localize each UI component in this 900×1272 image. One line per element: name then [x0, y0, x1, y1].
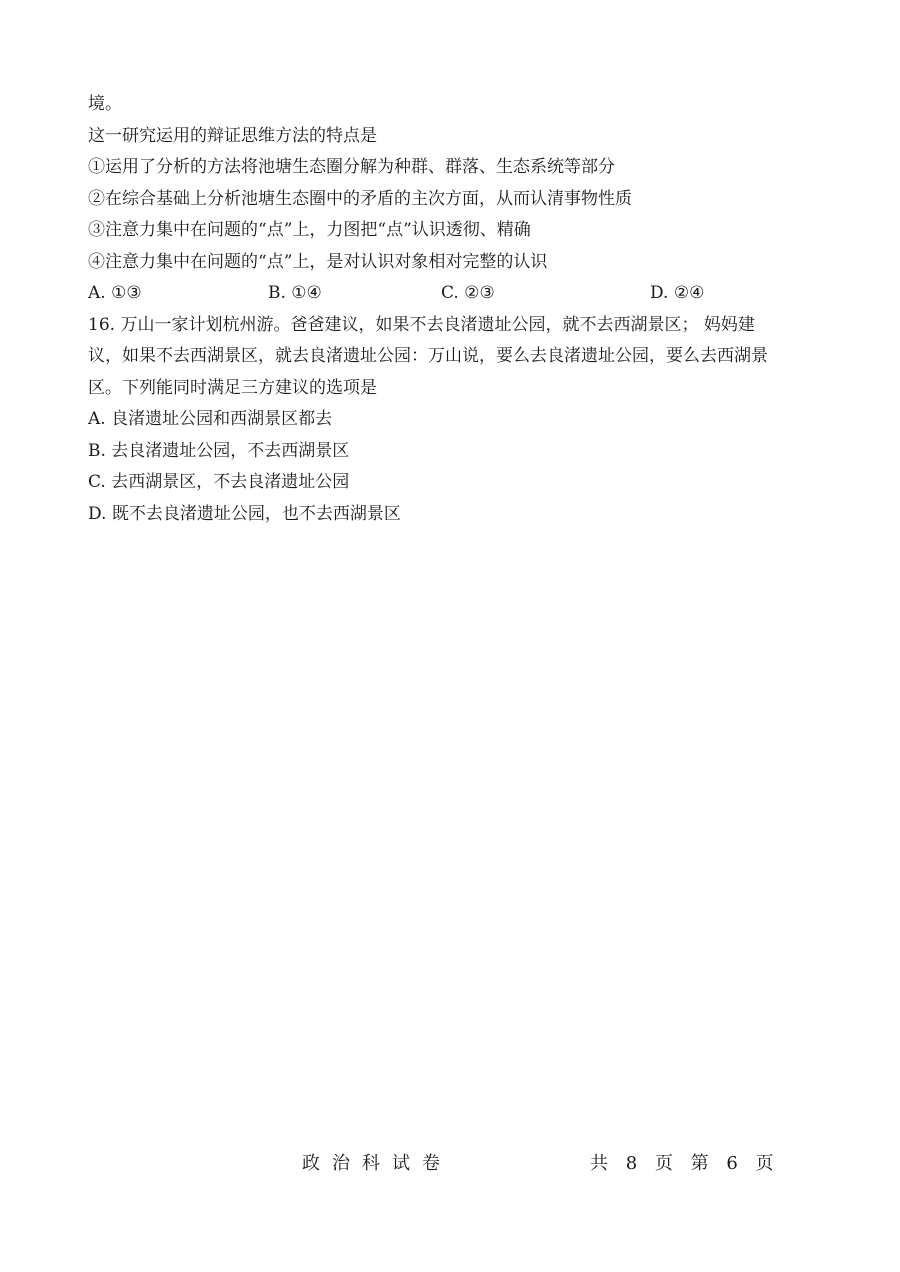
- q16-stem-line-2: 议，如果不去西湖景区，就去良渚遗址公园：万山说，要么去良渚遗址公园，要么去西湖景: [88, 346, 768, 366]
- footer-exam-title: 政治科试卷: [302, 1153, 452, 1174]
- q16-option-c: C. 去西湖景区，不去良渚遗址公园: [88, 472, 350, 492]
- statement-3: ③注意力集中在问题的“点”上，力图把“点”认识透彻、精确: [88, 220, 531, 240]
- q15-option-d: D. ②④: [650, 283, 705, 303]
- question-prompt: 这一研究运用的辩证思维方法的特点是: [88, 125, 377, 146]
- q16-option-b: B. 去良渚遗址公园，不去西湖景区: [88, 440, 350, 461]
- statement-1: ①运用了分析的方法将池塘生态圈分解为种群、群落、生态系统等部分: [88, 157, 615, 177]
- q16-stem-line-1: 16. 万山一家计划杭州游。爸爸建议，如果不去良渚遗址公园，就不去西湖景区； 妈妈建: [88, 314, 755, 335]
- q16-option-a: A. 良渚遗址公园和西湖景区都去: [88, 409, 333, 429]
- q16-stem-line-3: 区。下列能同时满足三方建议的选项是: [88, 377, 377, 398]
- footer-page-number: 共 8 页 第 6 页: [590, 1153, 774, 1174]
- q16-option-d: D. 既不去良渚遗址公园，也不去西湖景区: [88, 503, 401, 524]
- q15-options: [88, 281, 828, 313]
- q15-option-c: C. ②③: [441, 283, 495, 303]
- exam-page-content: [88, 92, 828, 533]
- text-line: 境。: [88, 94, 122, 114]
- q15-option-b: B. ①④: [268, 283, 322, 303]
- statement-2: ②在综合基础上分析池塘生态圈中的矛盾的主次方面，从而认清事物性质: [88, 188, 632, 209]
- statement-4: ④注意力集中在问题的“点”上，是对认识对象相对完整的认识: [88, 251, 548, 272]
- q15-option-a: A. ①③: [88, 283, 142, 303]
- page-footer: [0, 1152, 900, 1176]
